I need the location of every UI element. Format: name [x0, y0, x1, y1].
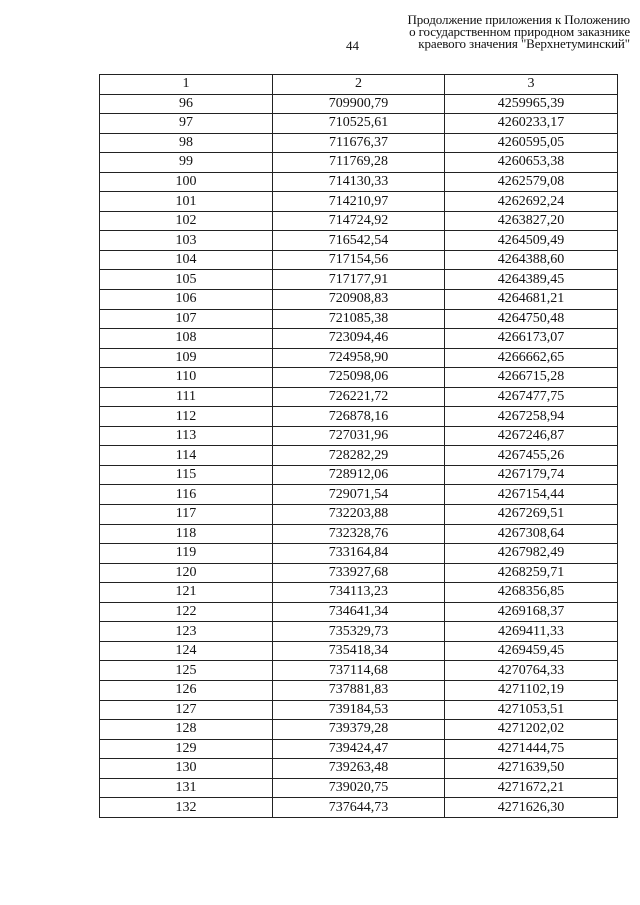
table-row: [100, 172, 618, 192]
x-coordinate-cell: 739263,48: [273, 759, 445, 779]
table-row: [100, 426, 618, 446]
y-coordinate-cell: 4267258,94: [445, 407, 618, 427]
y-coordinate-cell: 4271053,51: [445, 700, 618, 720]
point-number-cell: 104: [100, 250, 273, 270]
table-row: [100, 465, 618, 485]
y-coordinate-cell: 4267179,74: [445, 465, 618, 485]
x-coordinate-cell: 732328,76: [273, 524, 445, 544]
x-coordinate-cell: 717154,56: [273, 250, 445, 270]
appendix-header-line: Продолжение приложения к Положению: [407, 12, 630, 27]
table-row: [100, 387, 618, 407]
y-coordinate-cell: 4271626,30: [445, 798, 618, 818]
x-coordinate-cell: 717177,91: [273, 270, 445, 290]
table-row: [100, 485, 618, 505]
table-row: [100, 563, 618, 583]
x-coordinate-cell: 723094,46: [273, 329, 445, 349]
point-number-cell: 125: [100, 661, 273, 681]
point-number-cell: 106: [100, 290, 273, 310]
x-coordinate-cell: 727031,96: [273, 426, 445, 446]
point-number-cell: 111: [100, 387, 273, 407]
table-row: [100, 602, 618, 622]
y-coordinate-cell: 4271444,75: [445, 739, 618, 759]
y-coordinate-cell: 4262692,24: [445, 192, 618, 212]
x-coordinate-cell: 734113,23: [273, 583, 445, 603]
point-number-cell: 101: [100, 192, 273, 212]
table-row: [100, 759, 618, 779]
x-coordinate-cell: 739184,53: [273, 700, 445, 720]
table-row: [100, 211, 618, 231]
x-coordinate-cell: 725098,06: [273, 368, 445, 388]
table-row: [100, 153, 618, 173]
point-number-cell: 119: [100, 544, 273, 564]
point-number-cell: 117: [100, 505, 273, 525]
coordinates-table: [99, 74, 618, 818]
point-number-cell: 127: [100, 700, 273, 720]
table-row: [100, 641, 618, 661]
x-coordinate-cell: 709900,79: [273, 94, 445, 114]
table-row: [100, 192, 618, 212]
table-row: [100, 270, 618, 290]
point-number-cell: 96: [100, 94, 273, 114]
x-coordinate-cell: 734641,34: [273, 602, 445, 622]
table-row: [100, 133, 618, 153]
y-coordinate-cell: 4264389,45: [445, 270, 618, 290]
point-number-cell: 108: [100, 329, 273, 349]
y-coordinate-cell: 4269411,33: [445, 622, 618, 642]
point-number-cell: 110: [100, 368, 273, 388]
x-coordinate-cell: 711676,37: [273, 133, 445, 153]
table-row: [100, 94, 618, 114]
y-coordinate-cell: 4260653,38: [445, 153, 618, 173]
table-row: [100, 368, 618, 388]
table-row: [100, 309, 618, 329]
table-row: [100, 680, 618, 700]
table-body: [100, 94, 618, 817]
x-coordinate-cell: 728912,06: [273, 465, 445, 485]
y-coordinate-cell: 4267477,75: [445, 387, 618, 407]
column-header: 2: [273, 75, 445, 95]
table-row: [100, 622, 618, 642]
page-number: 44: [346, 38, 359, 53]
x-coordinate-cell: 737114,68: [273, 661, 445, 681]
point-number-cell: 113: [100, 426, 273, 446]
appendix-header-line: о государственном природном заказнике: [409, 24, 630, 39]
point-number-cell: 116: [100, 485, 273, 505]
y-coordinate-cell: 4268259,71: [445, 563, 618, 583]
y-coordinate-cell: 4267982,49: [445, 544, 618, 564]
x-coordinate-cell: 729071,54: [273, 485, 445, 505]
y-coordinate-cell: 4266173,07: [445, 329, 618, 349]
y-coordinate-cell: 4267455,26: [445, 446, 618, 466]
point-number-cell: 129: [100, 739, 273, 759]
table-row: [100, 329, 618, 349]
x-coordinate-cell: 739424,47: [273, 739, 445, 759]
point-number-cell: 122: [100, 602, 273, 622]
point-number-cell: 99: [100, 153, 273, 173]
x-coordinate-cell: 735329,73: [273, 622, 445, 642]
point-number-cell: 126: [100, 680, 273, 700]
point-number-cell: 109: [100, 348, 273, 368]
x-coordinate-cell: 724958,90: [273, 348, 445, 368]
appendix-header: [370, 14, 630, 50]
point-number-cell: 115: [100, 465, 273, 485]
table-row: [100, 739, 618, 759]
table-row: [100, 114, 618, 134]
table-row: [100, 290, 618, 310]
column-header: 3: [445, 75, 618, 95]
y-coordinate-cell: 4264509,49: [445, 231, 618, 251]
x-coordinate-cell: 732203,88: [273, 505, 445, 525]
point-number-cell: 124: [100, 641, 273, 661]
point-number-cell: 118: [100, 524, 273, 544]
table-row: [100, 661, 618, 681]
x-coordinate-cell: 726878,16: [273, 407, 445, 427]
x-coordinate-cell: 711769,28: [273, 153, 445, 173]
table-header-row: [100, 75, 618, 95]
point-number-cell: 132: [100, 798, 273, 818]
y-coordinate-cell: 4264681,21: [445, 290, 618, 310]
x-coordinate-cell: 739020,75: [273, 778, 445, 798]
point-number-cell: 102: [100, 211, 273, 231]
y-coordinate-cell: 4271639,50: [445, 759, 618, 779]
x-coordinate-cell: 721085,38: [273, 309, 445, 329]
y-coordinate-cell: 4264388,60: [445, 250, 618, 270]
x-coordinate-cell: 739379,28: [273, 720, 445, 740]
table-row: [100, 505, 618, 525]
x-coordinate-cell: 735418,34: [273, 641, 445, 661]
y-coordinate-cell: 4259965,39: [445, 94, 618, 114]
x-coordinate-cell: 714130,33: [273, 172, 445, 192]
point-number-cell: 105: [100, 270, 273, 290]
point-number-cell: 128: [100, 720, 273, 740]
y-coordinate-cell: 4271102,19: [445, 680, 618, 700]
y-coordinate-cell: 4262579,08: [445, 172, 618, 192]
y-coordinate-cell: 4269168,37: [445, 602, 618, 622]
x-coordinate-cell: 720908,83: [273, 290, 445, 310]
column-header: 1: [100, 75, 273, 95]
point-number-cell: 107: [100, 309, 273, 329]
y-coordinate-cell: 4267269,51: [445, 505, 618, 525]
y-coordinate-cell: 4267246,87: [445, 426, 618, 446]
y-coordinate-cell: 4260595,05: [445, 133, 618, 153]
table-row: [100, 446, 618, 466]
point-number-cell: 97: [100, 114, 273, 134]
y-coordinate-cell: 4268356,85: [445, 583, 618, 603]
y-coordinate-cell: 4271672,21: [445, 778, 618, 798]
point-number-cell: 98: [100, 133, 273, 153]
point-number-cell: 103: [100, 231, 273, 251]
table-row: [100, 524, 618, 544]
x-coordinate-cell: 733164,84: [273, 544, 445, 564]
point-number-cell: 114: [100, 446, 273, 466]
y-coordinate-cell: 4267154,44: [445, 485, 618, 505]
x-coordinate-cell: 710525,61: [273, 114, 445, 134]
y-coordinate-cell: 4266662,65: [445, 348, 618, 368]
x-coordinate-cell: 714724,92: [273, 211, 445, 231]
table-row: [100, 544, 618, 564]
point-number-cell: 100: [100, 172, 273, 192]
point-number-cell: 123: [100, 622, 273, 642]
point-number-cell: 131: [100, 778, 273, 798]
point-number-cell: 120: [100, 563, 273, 583]
table-row: [100, 720, 618, 740]
x-coordinate-cell: 714210,97: [273, 192, 445, 212]
y-coordinate-cell: 4260233,17: [445, 114, 618, 134]
x-coordinate-cell: 733927,68: [273, 563, 445, 583]
table-row: [100, 778, 618, 798]
table-row: [100, 348, 618, 368]
x-coordinate-cell: 737644,73: [273, 798, 445, 818]
x-coordinate-cell: 716542,54: [273, 231, 445, 251]
x-coordinate-cell: 726221,72: [273, 387, 445, 407]
table-row: [100, 583, 618, 603]
y-coordinate-cell: 4270764,33: [445, 661, 618, 681]
table-row: [100, 798, 618, 818]
y-coordinate-cell: 4266715,28: [445, 368, 618, 388]
appendix-header-line: краевого значения "Верхнетуминский": [418, 36, 630, 51]
y-coordinate-cell: 4264750,48: [445, 309, 618, 329]
point-number-cell: 130: [100, 759, 273, 779]
table-row: [100, 700, 618, 720]
point-number-cell: 112: [100, 407, 273, 427]
table-row: [100, 231, 618, 251]
x-coordinate-cell: 737881,83: [273, 680, 445, 700]
table-row: [100, 250, 618, 270]
table-row: [100, 407, 618, 427]
point-number-cell: 121: [100, 583, 273, 603]
y-coordinate-cell: 4263827,20: [445, 211, 618, 231]
y-coordinate-cell: 4271202,02: [445, 720, 618, 740]
y-coordinate-cell: 4267308,64: [445, 524, 618, 544]
x-coordinate-cell: 728282,29: [273, 446, 445, 466]
y-coordinate-cell: 4269459,45: [445, 641, 618, 661]
